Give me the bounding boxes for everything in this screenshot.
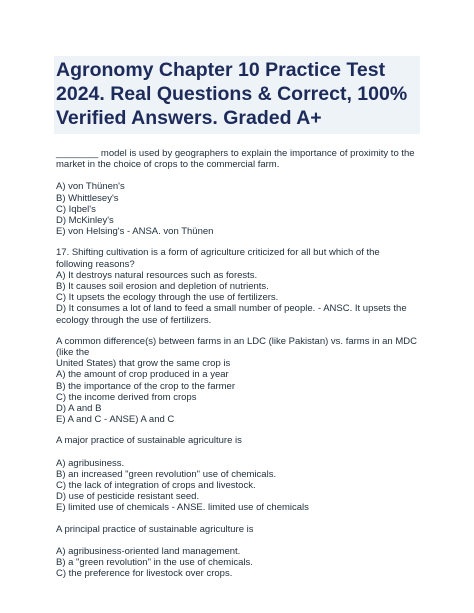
question-2-prompt: 17. Shifting cultivation is a form of agriculture criticized for all but which of the following reasons? — [56, 247, 380, 270]
question-4-option-b: B) an increased "green revolution" use of chemicals. — [56, 468, 277, 480]
question-3-prompt-line-1: A common difference(s) between farms in an LDC (like Pakistan) vs. farms in an MDC (like the — [56, 335, 417, 359]
question-3 — [56, 336, 418, 426]
question-5-option-c: C) the preference for livestock over crops. — [56, 568, 233, 580]
question-5-option-a: A) agribusiness-oriented land management. — [56, 545, 241, 557]
question-4-option-c: C) the lack of integration of crops and livestock. — [56, 480, 256, 492]
question-5-option-b: B) a "green revolution" in the use of chemicals. — [56, 557, 253, 569]
document-body — [56, 148, 418, 580]
question-4-option-d: D) use of pesticide resistant seed. — [56, 491, 200, 503]
question-3-option-e: E) A and C - ANSE) A and C — [56, 414, 175, 426]
question-2-option-d: D) It consumes a lot of land to feed a small number of people. - ANSC. It upsets the ecology through the use of fertilizers. — [56, 303, 407, 326]
document-title: Agronomy Chapter 10 Practice Test 2024. Real Questions & Correct, 100% Verified Answers. Graded A+ — [56, 59, 408, 129]
question-1-option-a: A) von Thünen's — [56, 181, 125, 193]
question-2-option-a: A) It destroys natural resources such as forests. — [56, 269, 258, 281]
question-1-option-e: E) von Helsing's - ANSA. von Thünen — [56, 226, 214, 238]
question-3-option-c: C) the income derived from crops — [56, 391, 197, 403]
question-5 — [56, 524, 418, 580]
question-3-prompt-line-2: United States) that grow the same crop is — [56, 358, 231, 370]
question-5-prompt: A principal practice of sustainable agriculture is — [56, 523, 254, 535]
question-4-option-e: E) limited use of chemicals - ANSE. limited use of chemicals — [56, 502, 309, 514]
question-1-option-d: D) McKinley's — [56, 215, 114, 227]
question-4-prompt: A major practice of sustainable agriculture is — [56, 435, 242, 447]
question-3-option-d: D) A and B — [56, 403, 102, 415]
question-2-option-b: B) It causes soil erosion and depletion of nutrients. — [56, 281, 269, 293]
question-1 — [56, 148, 418, 237]
question-4 — [56, 435, 418, 513]
question-2 — [56, 247, 418, 325]
question-3-option-b: B) the importance of the crop to the farmer — [56, 380, 236, 392]
question-3-option-a: A) the amount of crop produced in a year — [56, 369, 229, 381]
question-2-option-c: C) It upsets the ecology through the use of fertilizers. — [56, 292, 279, 304]
question-1-option-c: C) Iqbel's — [56, 203, 96, 215]
question-4-option-a: A) agribusiness. — [56, 457, 125, 469]
title-banner — [54, 56, 420, 134]
question-1-option-b: B) Whittlesey's — [56, 192, 119, 204]
question-1-prompt: ________ model is used by geographers to explain the importance of proximity to the market in the choice of crops to the commercial farm. — [56, 148, 415, 171]
